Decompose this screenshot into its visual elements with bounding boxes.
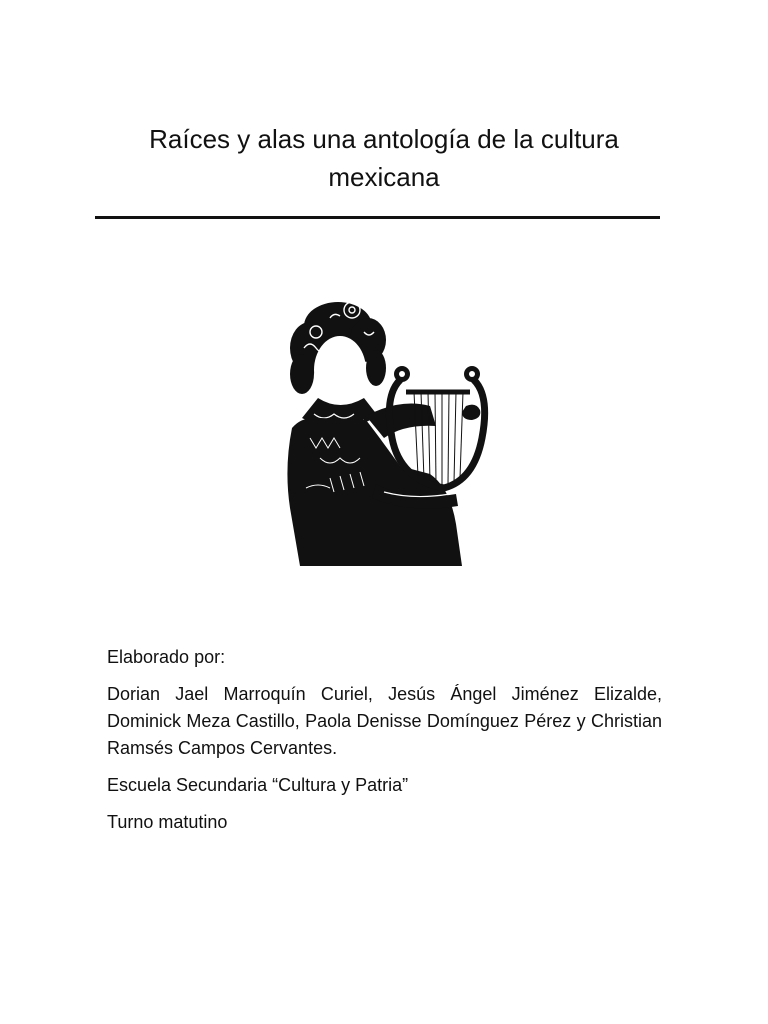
authors-list: Dorian Jael Marroquín Curiel, Jesús Ángel Jiménez Elizalde, Dominick Meza Castillo, Paola Denisse Domínguez Pérez y Christian Ramsés Campos Cervantes. — [107, 684, 662, 758]
shift-label: Turno matutino — [107, 812, 228, 832]
title-line-1: Raíces y alas una antología de la cultura — [149, 124, 619, 154]
title-line-2: mexicana — [328, 162, 440, 192]
credits-block — [107, 644, 662, 846]
school-name: Escuela Secundaria “Cultura y Patria” — [107, 775, 409, 795]
title-divider — [95, 216, 660, 219]
page-title — [96, 120, 672, 196]
woman-with-lyre-icon — [280, 288, 500, 566]
prepared-by-label: Elaborado por: — [107, 647, 226, 667]
